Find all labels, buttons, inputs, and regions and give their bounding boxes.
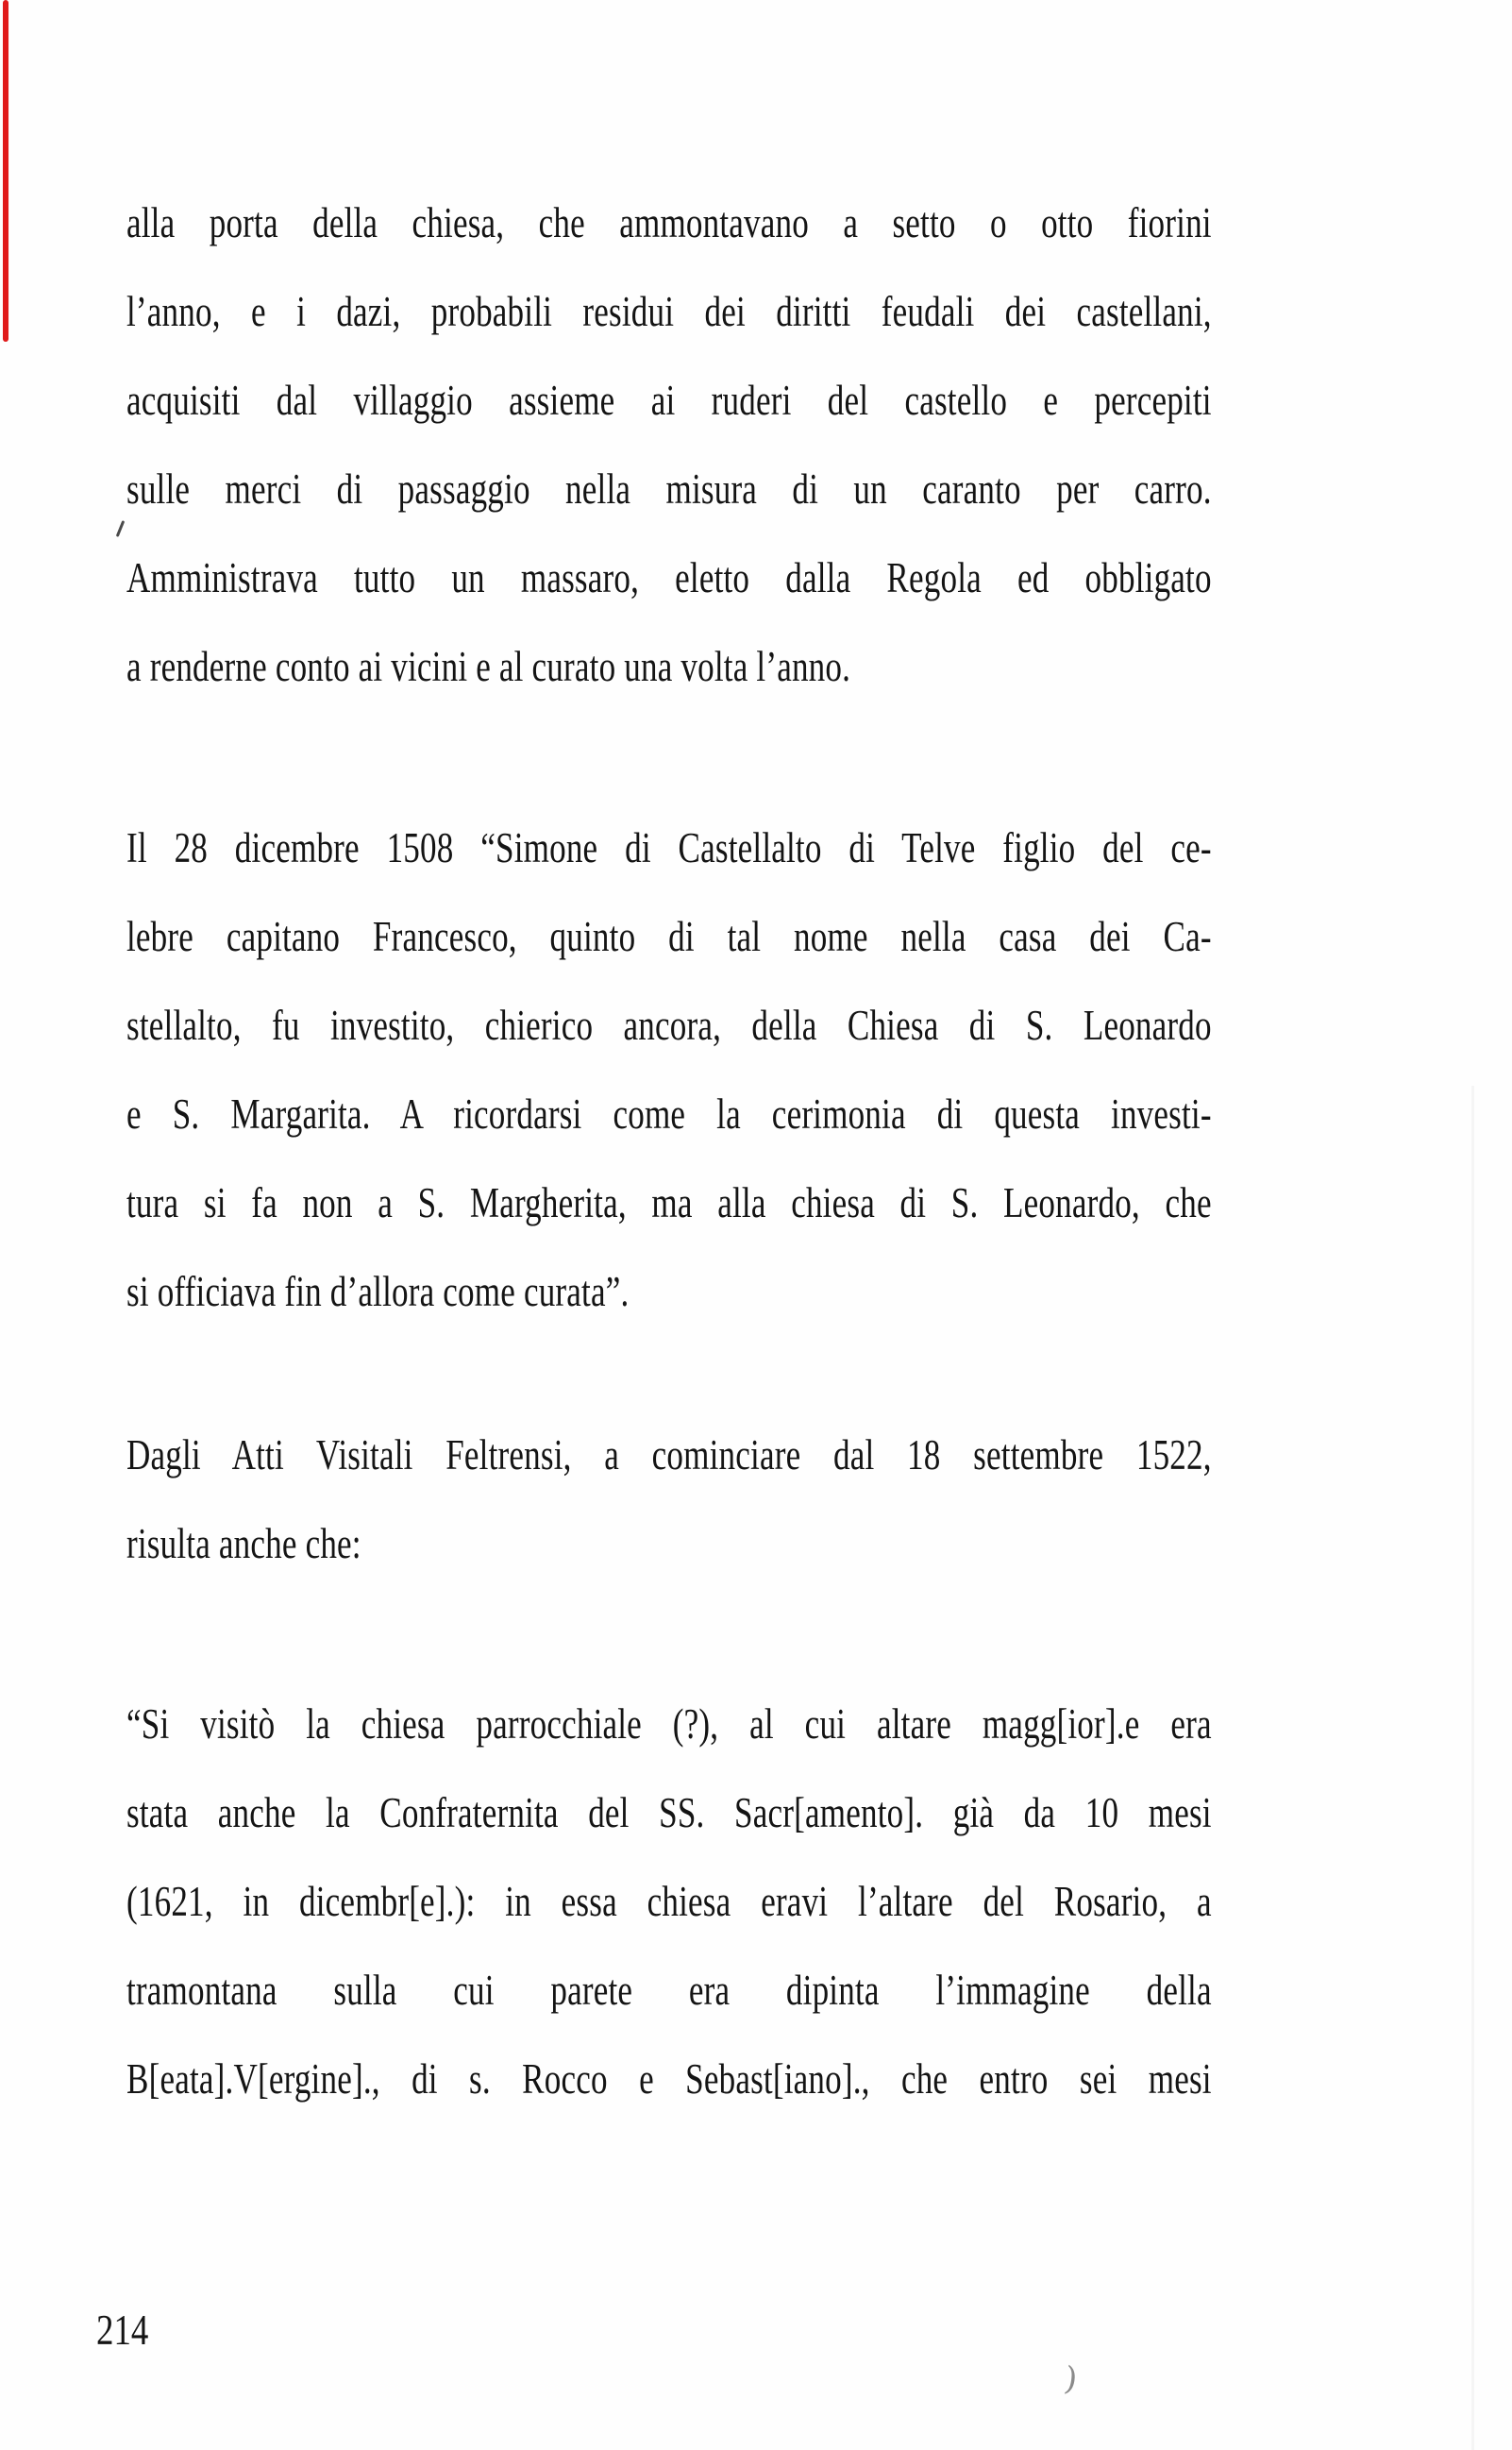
text-line: acquisiti dal villaggio assieme ai ruderi del castello e percepiti bbox=[126, 377, 1212, 424]
text-line: Amministrava tutto un massaro, eletto dalla Regola ed obbligato bbox=[126, 554, 1212, 601]
text-line: B[eata].V[ergine]., di s. Rocco e Sebast[iano]., che entro sei mesi bbox=[126, 2055, 1212, 2103]
paragraph-1 bbox=[126, 178, 1212, 711]
text-line: sulle merci di passaggio nella misura di un caranto per carro. bbox=[126, 465, 1212, 513]
text-line: si officiava fin d’allora come curata”. bbox=[126, 1268, 630, 1315]
text-line: Il 28 dicembre 1508 “Simone di Castellalto di Telve figlio del ce- bbox=[126, 824, 1212, 871]
text-line: lebre capitano Francesco, quinto di tal nome nella casa dei Ca- bbox=[126, 913, 1212, 960]
text-line: (1621, in dicembr[e].): in essa chiesa eravi l’altare del Rosario, a bbox=[126, 1878, 1212, 1925]
text-line: tura si fa non a S. Margherita, ma alla chiesa di S. Leonardo, che bbox=[126, 1179, 1212, 1226]
stray-pen-mark bbox=[116, 520, 126, 537]
text-line: tramontana sulla cui parete era dipinta l’immagine della bbox=[126, 1967, 1212, 2014]
red-margin-line bbox=[3, 0, 8, 342]
paragraph-4 bbox=[126, 1680, 1212, 2123]
text-line: stata anche la Confraternita del SS. Sacr[amento]. già da 10 mesi bbox=[126, 1789, 1212, 1836]
text-line: l’anno, e i dazi, probabili residui dei diritti feudali dei castellani, bbox=[126, 288, 1212, 335]
text-line: “Si visitò la chiesa parrocchiale (?), al cui altare magg[ior].e era bbox=[126, 1700, 1212, 1748]
scan-squiggle-mark: ) bbox=[1062, 2359, 1080, 2399]
text-line: Dagli Atti Visitali Feltrensi, a cominciare dal 18 settembre 1522, bbox=[126, 1431, 1212, 1478]
scan-streak bbox=[1471, 1086, 1474, 2450]
text-line: stellalto, fu investito, chierico ancora, della Chiesa di S. Leonardo bbox=[126, 1002, 1212, 1049]
text-line: e S. Margarita. A ricordarsi come la cerimonia di questa investi- bbox=[126, 1090, 1212, 1138]
text-line: a renderne conto ai vicini e al curato una volta l’anno. bbox=[126, 643, 851, 690]
text-line: risulta anche che: bbox=[126, 1520, 361, 1567]
paragraph-2 bbox=[126, 803, 1212, 1336]
paragraph-3 bbox=[126, 1411, 1212, 1588]
page-number: 214 bbox=[96, 2306, 149, 2354]
text-line: alla porta della chiesa, che ammontavano a setto o otto fiorini bbox=[126, 199, 1212, 246]
